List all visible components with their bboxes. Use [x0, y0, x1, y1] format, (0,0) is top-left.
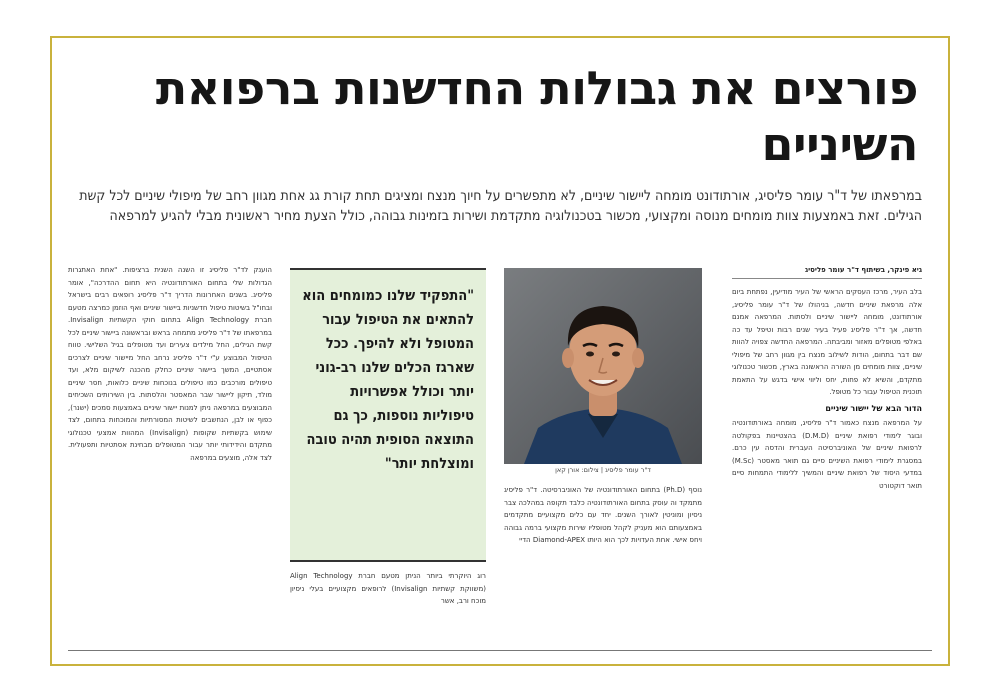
column-4	[68, 264, 272, 650]
column-2	[504, 484, 702, 649]
photo-caption: ד"ר עומר פליסיג | צילום: אורן קאן	[555, 466, 651, 474]
article-frame	[50, 36, 950, 666]
column-4-text: הוענק לד"ר פליסיג זו השנה השנית ברציפות. "אחת האתגרות הגדולות שלי בתחום האורתודונטיה היא תחום ההדרכה", אומר פליסיג. בשנים האחרונות הדריך ד"ר פליסיג רופאים רבים בישראל ובחו"ל בשיטות טיפול חדשניות ביישור שיניים ואף הוזמן כמרצה מטעם חברת Align Technology בתחום חוקי הקשתיות Invisalign. במרפאתו של ד"ר פליסיג מתמחה בראש ובראשונה ביישור שיניים לכל קשת הגילים, החל מילדים צעירים ועד מטופלים בגיל השלישי. טווח הטיפול המבוצע ע"י ד"ר פליסיג נרחב החל מיישור שיניים לצרכים אסתטיים, המשך ביישור שיניים כחלק מהכנה לשיקום מלא, ועד טיפולים מורכבים כמו טיפולים בנוכחות שיניים כלואות, חסר שיניים מולד, תיקון ליישור שבר המאסטר והלסתות. בין השירותים השכיחים המבוצעים במרפאה ניתן למנות יישור שיניים באמצעות סמכים (ישנר), כפוף או לבן, הנחשבים לשיטות המסורתיות והמוכחות בתחום, לצד שימוש בקשתיות שקופות (Invisalign) המהוות אמצעי טכנולוגי מתקדם והידידותי יותר עבור המטופלים מבחינת אסתטיות ותפעולית. לצד אלה, מוצעים במרפאה	[68, 266, 272, 462]
bottom-divider	[68, 650, 932, 651]
doctor-photo	[504, 268, 702, 464]
pull-quote: "התפקיד שלנו כמומחים הוא להתאים את הטיפול עבור המטופל ולא להיפך. ככל שארגז הכלים שלנו רב-גוני יותר וכולל אפשרויות טיפוליות נוספות, כך גם התוצאה הסופית תהיה טובה ומוצלחת יותר"	[290, 268, 486, 562]
column-1-subhead: הדור הבא של יישור שיניים	[825, 403, 922, 413]
article-lead: במרפאתו של ד"ר עומר פליסיג, אורתודונט מומחה ליישור שיניים, לא מתפשרים על חיוך מנצח ומציגים תחת קורת גג אחת מגוון רחב של מיפולי שיניים לכל קשת הגילים. זאת באמצעות צוות מומחים מנוסה ומקצועי, מכשור בטכנולוגיה מתקדמת ושירות בזמינות גבוהה, כולל הצעת מחיר ראשונית מבלי להגיע למרפאה	[79, 188, 922, 224]
newspaper-article	[52, 38, 948, 664]
column-3-text: רוג היוקרתי ביותר הניתן מטעם חברת Align Technology (משווקת קשתיות Invisalign) לרופאים מקצועיים בעלי ניסיון מוכח ורב, אשר	[290, 572, 486, 605]
portrait-illustration	[504, 268, 702, 464]
column-3	[290, 570, 486, 650]
article-byline: גיא פינקר, בשיתוף ד"ר עומר פליסיג	[732, 266, 922, 279]
column-1-text-2: על המרפאה מנצח כאמור ד"ר פליסיג, מומחה באורתודונטיה ובוגר לימודי רפואת שיניים (D.M.D) בהצטיינות בפקולטה לרפואת שיניים של האוניברסיטה העברית והדסה עין כרם. במסגרת לימודי רפואת השיניים סיים גם תואר מאסטר (M.Sc) במדעי היסוד של רפואת שיניים והמשיך ללימודי התמחות סיים תואר דוקטורט	[732, 419, 922, 490]
column-1-text: בלב העיר, מרכז העסקים הראשי של העיר מודיעין, נפתחת ביום אלה מרפאת שיניים חדשה, בניהולו של ד"ר עומר פליסיג, אורתודונט, מומחה ליישור שיניים ולסתות. המרפאה אמנם חדשה, אך ד"ר פליסיג פעיל בעיר שנים רבות וטיפל עד כה באלפי מטופלים מאזור ומביבתה. המרפאה החדשה צפויה להוות שם דבר בתחום, הודות לשילוב מנצח בין מגוון רחב של מיפולי שיניים, צוות מומחים מן השורה הראשונה בארץ, מכשור טכנולוגי מתקדם, והשיא לא פחות, יחס וליווי אישי בדגש על התאמת תוכנית הטיפול עבור כל מטופל.	[732, 288, 922, 396]
article-headline: פורצים את גבולות החדשנות ברפואת השיניים	[155, 61, 918, 171]
column-2-text: נוסף (Ph.D) בתחום האורתודונטיה של האוניברסיטה. ד"ר פליסיג מתמקד וה עוסק בתחום האורתודונטיה כלבד תקופה במהלכה צבר ניסיון ומוניטין לאורך השנים. יחד עם כלים מקצועיים מתקדמים באמצעותם הוא מעניק לקהל מטופליו שירות מקצועי ברמה גבוהה ויחס אישי. אחת העדויות לכך הוא היותו Diamond-APEX הדיי	[504, 486, 702, 544]
column-1	[732, 286, 922, 648]
